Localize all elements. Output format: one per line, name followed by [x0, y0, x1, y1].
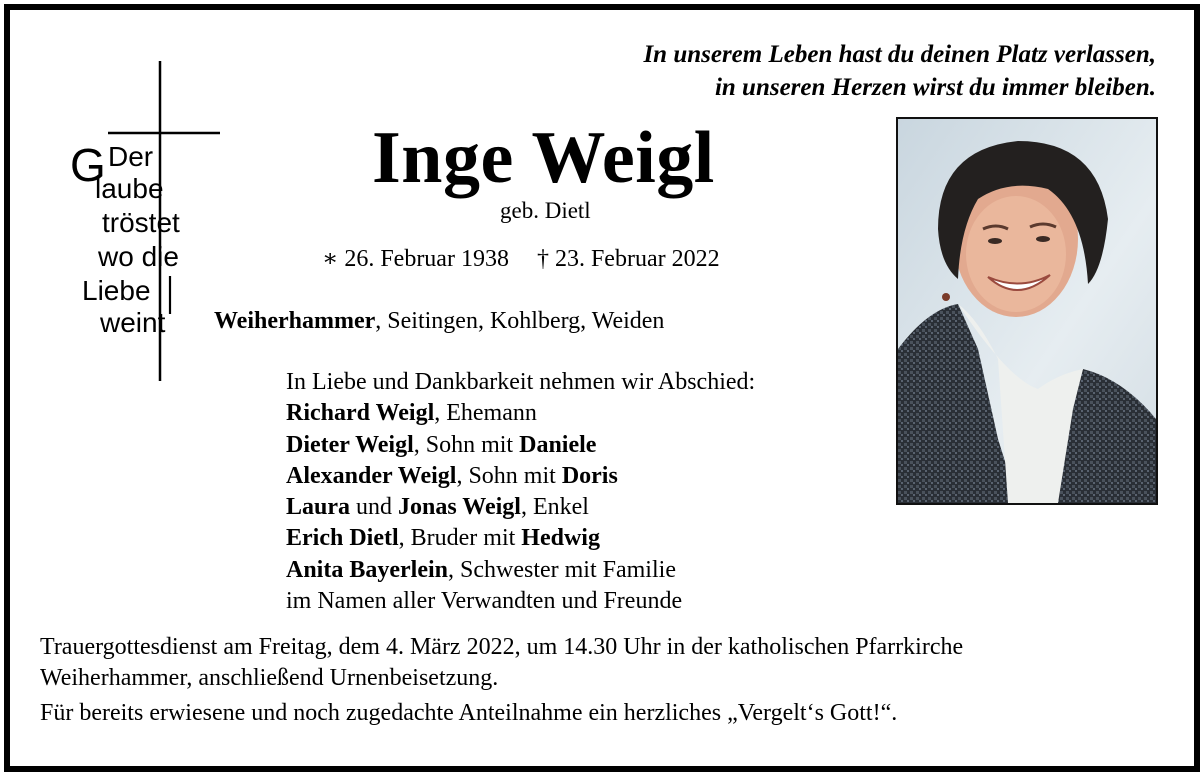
birth-date: ∗ 26. Februar 1938: [322, 246, 509, 272]
emblem-line-1: Der: [108, 141, 154, 172]
emblem-line-2: laube: [95, 173, 164, 204]
mourner-name: Alexander Weigl: [286, 462, 457, 489]
death-date: † 23. Februar 2022: [536, 246, 720, 272]
portrait-photo: [896, 117, 1158, 505]
mourner-name: Jonas Weigl: [398, 494, 521, 521]
motto-line-1: In unserem Leben hast du deinen Platz verlassen,: [643, 41, 1156, 68]
thanks-line: Für bereits erwiesene und noch zugedachte Anteilnahme ein herzliches „Vergelt‘s Gott!“.: [40, 700, 898, 726]
emblem-line-3: tröstet: [102, 207, 180, 238]
mourners-closing: im Namen aller Verwandten und Freunde: [286, 588, 683, 615]
mourner-row: [286, 555, 755, 586]
service-line-2: Weiherhammer, anschließend Urnenbeisetzung.: [40, 665, 499, 691]
mourner-relation: , Sohn mit: [413, 431, 520, 458]
mourner-name: Dieter Weigl: [286, 431, 414, 458]
mourner-row: [286, 461, 755, 492]
mourner-conjunction: und: [350, 494, 399, 521]
mourner-relation: , Bruder mit: [398, 525, 522, 552]
mourner-partner: Hedwig: [521, 525, 600, 552]
motto: [643, 38, 1156, 104]
emblem-line-5: Liebe: [82, 275, 151, 306]
mourner-name: Laura: [286, 494, 351, 521]
emblem-initial-g: G: [70, 139, 106, 191]
mourner-relation: , Sohn mit: [456, 462, 562, 489]
places-rest: , Seitingen, Kohlberg, Weiden: [375, 308, 665, 334]
mourner-name: Richard Weigl: [286, 400, 435, 427]
mourner-name: Erich Dietl: [286, 525, 399, 552]
footer-text: [40, 632, 1160, 729]
mourner-relation: , Enkel: [520, 494, 589, 521]
cross-emblem: [60, 56, 235, 386]
mourners-list: [286, 367, 755, 617]
mourner-row: [286, 430, 755, 461]
mourners-intro: In Liebe und Dankbarkeit nehmen wir Abschied:: [286, 369, 756, 395]
mourner-partner: Doris: [561, 462, 618, 489]
life-dates: [322, 244, 720, 273]
mourner-row: [286, 523, 755, 554]
mourner-relation: , Schwester mit Familie: [448, 556, 676, 583]
birth-name: geb. Dietl: [500, 198, 591, 223]
portrait-image: [898, 119, 1156, 503]
emblem-line-4: wo die: [98, 241, 179, 272]
mourner-partner: Daniele: [519, 431, 597, 458]
mourner-row: [286, 492, 755, 523]
mourner-name: Anita Bayerlein: [286, 556, 448, 583]
mourner-relation: , Ehemann: [434, 400, 537, 427]
places: [214, 308, 664, 335]
place-main: Weiherhammer: [214, 308, 376, 334]
emblem-line-6: weint: [100, 307, 166, 338]
service-line-1: Trauergottesdienst am Freitag, dem 4. März 2022, um 14.30 Uhr in der katholischen Pfarrkirche: [40, 634, 964, 660]
mourner-row: [286, 398, 755, 429]
motto-line-2: in unseren Herzen wirst du immer bleiben.: [714, 74, 1156, 101]
deceased-name: Inge Weigl: [372, 117, 715, 199]
